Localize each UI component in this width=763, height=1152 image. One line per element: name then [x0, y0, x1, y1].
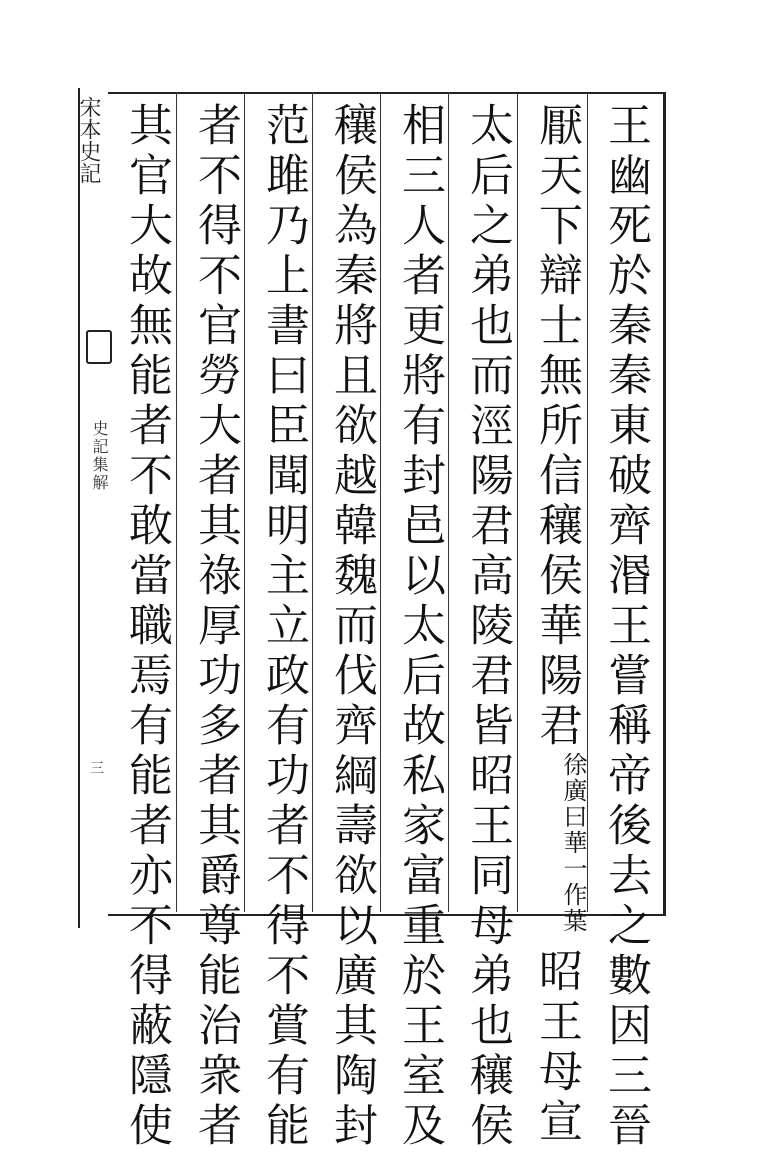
margin-book-title: 史記集解 [90, 420, 109, 492]
commentary-line-right: 徐廣曰華 [559, 752, 587, 856]
margin-header-glyphs: 宋本史記 [76, 96, 101, 184]
column-text: 厭天下辯士無所信穰侯華陽君 [531, 102, 582, 752]
column-text: 太后之弟也而涇陽君高陵君皆昭王同母弟也穰侯 [462, 102, 513, 1152]
column-rule [517, 92, 518, 912]
column-rule [176, 92, 177, 912]
text-column-4 [389, 102, 449, 1152]
page-margin-strip [78, 88, 108, 928]
text-column-7 [185, 102, 245, 1152]
column-text: 范雎乃上書曰臣聞明主立政有功者不得不賞有能 [258, 102, 309, 1152]
column-text: 相三人者更將有封邑以太后故私家富重於王室及 [394, 102, 445, 1152]
text-column-6 [253, 102, 313, 1152]
commentary-line-left: 一作葉 [559, 856, 587, 934]
column-text-continued: 昭王母宣 [531, 948, 582, 1148]
column-text: 者不得不官勞大者其祿厚功多者其爵尊能治衆者 [190, 102, 241, 1152]
column-text: 穰侯為秦將且欲越韓魏而伐齊綱壽欲以廣其陶封 [326, 102, 377, 1152]
text-column-3 [457, 102, 517, 1152]
margin-page-number: 三 [90, 761, 104, 777]
text-column-5 [321, 102, 381, 1152]
text-column-8 [116, 102, 176, 1152]
column-text: 其官大故無能者不敢當職焉有能者亦不得蔽隱使 [121, 102, 172, 1152]
text-column-2 [526, 102, 587, 1148]
column-rule [587, 92, 588, 912]
column-text: 王幽死於秦秦東破齊湣王嘗稱帝後去之數因三晉 [600, 102, 651, 1152]
text-column-1 [595, 102, 655, 1152]
inline-commentary [560, 752, 586, 942]
